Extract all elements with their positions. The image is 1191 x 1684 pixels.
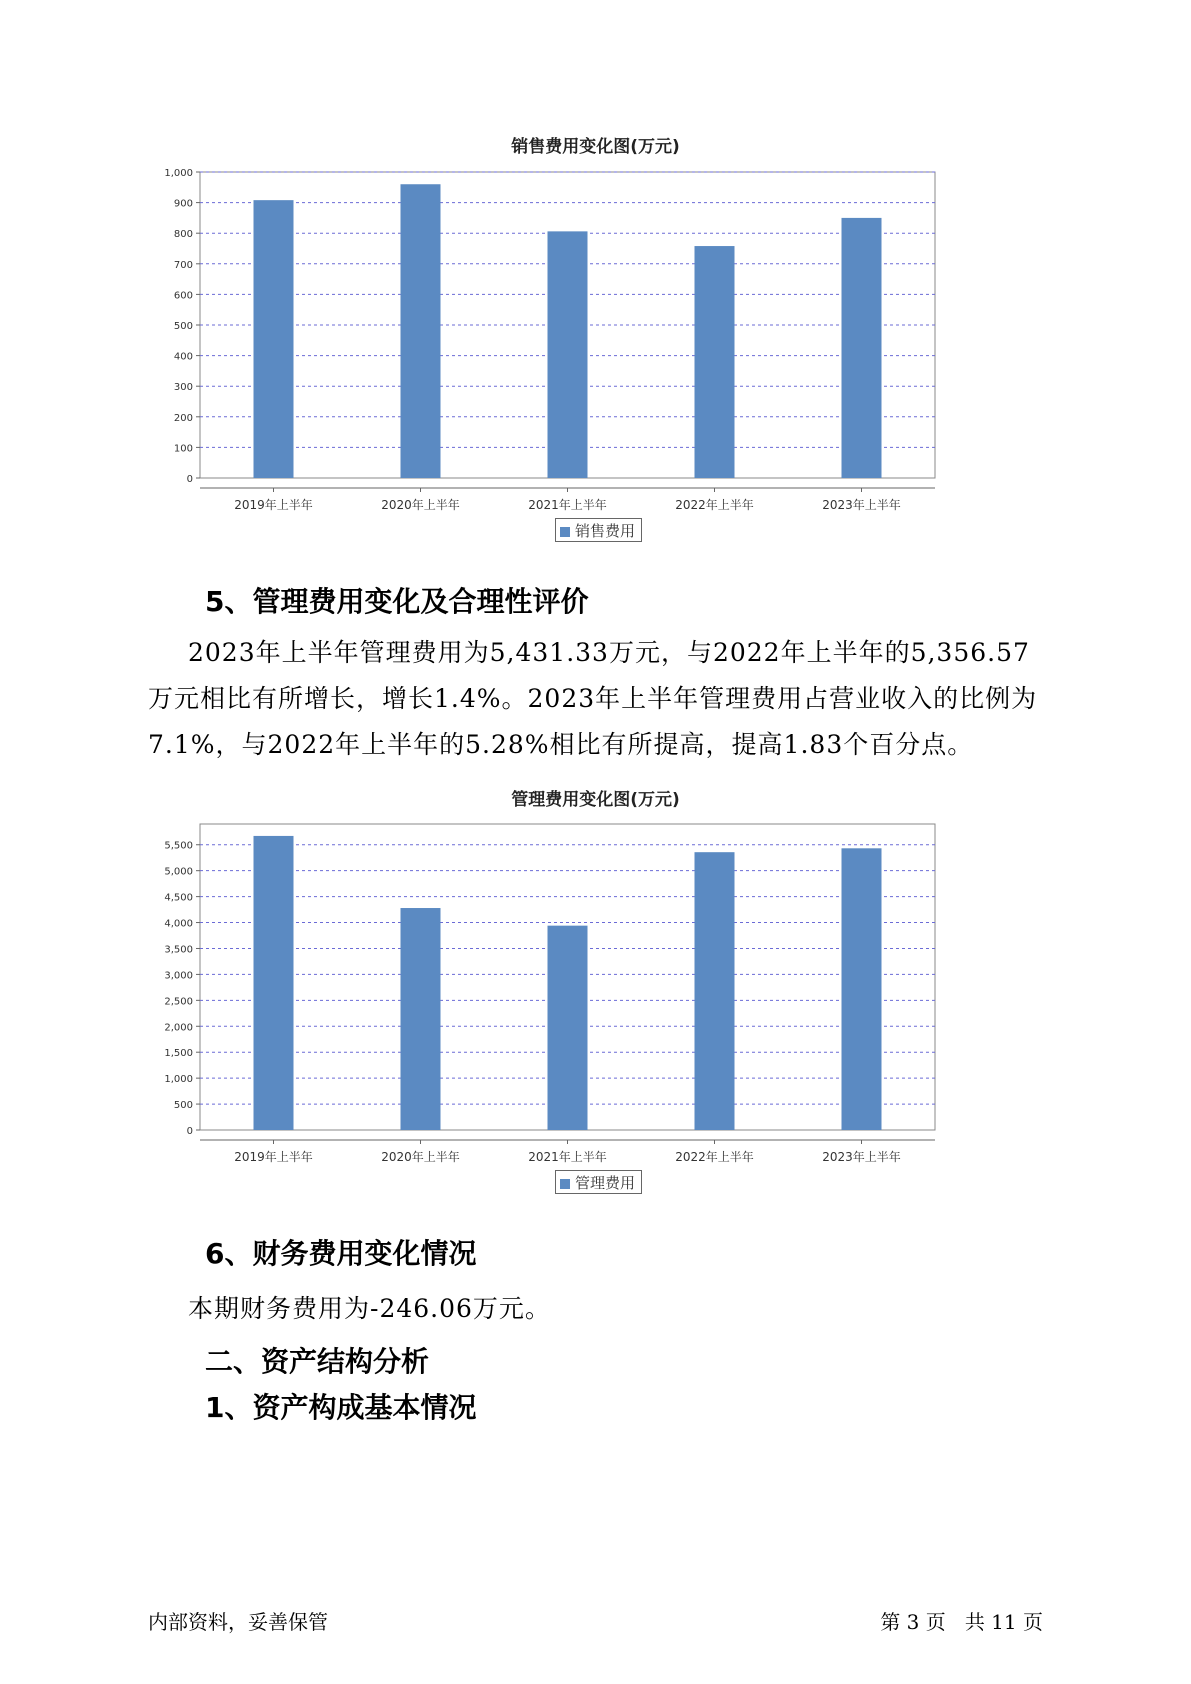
y-tick-label: 400 (173, 351, 193, 363)
y-tick-label: 1,000 (164, 168, 193, 179)
bar (842, 218, 882, 478)
y-tick-label: 200 (173, 412, 193, 424)
section-heading-asset-structure: 二、资产结构分析 (205, 1345, 430, 1378)
x-tick-label: 2019年上半年 (234, 1150, 313, 1164)
bar (548, 231, 588, 478)
y-tick-label: 1,000 (164, 1074, 193, 1086)
y-tick-label: 800 (173, 229, 193, 241)
y-tick-label: 700 (173, 259, 193, 271)
section-heading-5: 5、管理费用变化及合理性评价 (205, 585, 589, 618)
chart-legend-admin (555, 1170, 642, 1194)
y-tick-label: 0 (186, 1126, 193, 1137)
bar (695, 246, 735, 478)
y-tick-label: 900 (173, 198, 193, 210)
x-tick-label: 2022年上半年 (675, 1150, 754, 1164)
bar (695, 852, 735, 1130)
footer-confidential: 内部资料，妥善保管 (148, 1610, 328, 1634)
x-tick-label: 2021年上半年 (528, 498, 607, 512)
legend-swatch (560, 527, 570, 537)
section5-paragraph: 2023年上半年管理费用为5,431.33万元，与2022年上半年的5,356.57万元相比有所增长，增长1.4%。2023年上半年管理费用占营业收入的比例为7.1%，与2022年上半年的5.28%相比有所提高，提高1.83个百分点。 (148, 638, 1038, 759)
x-tick-label: 2020年上半年 (381, 1150, 460, 1164)
y-tick-label: 600 (173, 290, 193, 302)
footer-page-number: 第 3 页 共 11 页 (880, 1610, 1043, 1634)
bar (548, 926, 588, 1130)
bar (842, 848, 882, 1130)
x-tick-label: 2019年上半年 (234, 498, 313, 512)
section-heading-asset-composition: 1、资产构成基本情况 (205, 1391, 477, 1424)
legend-label: 销售费用 (575, 522, 636, 540)
bar (401, 184, 441, 478)
y-tick-label: 5,500 (164, 840, 193, 852)
x-tick-label: 2020年上半年 (381, 498, 460, 512)
y-tick-label: 3,500 (164, 944, 193, 956)
y-tick-label: 4,000 (164, 918, 193, 930)
bar (254, 836, 294, 1130)
y-tick-label: 0 (186, 474, 193, 485)
chart-title-admin: 管理费用变化图(万元) (511, 790, 680, 810)
y-tick-label: 300 (173, 382, 193, 394)
y-tick-label: 500 (173, 1100, 193, 1112)
chart-legend-sales (555, 518, 642, 542)
bar (254, 200, 294, 478)
y-tick-label: 100 (173, 443, 193, 455)
x-tick-label: 2023年上半年 (822, 1150, 901, 1164)
section6-paragraph: 本期财务费用为-246.06万元。 (188, 1294, 551, 1323)
admin-expense-bar-chart (150, 812, 1030, 1172)
x-tick-label: 2022年上半年 (675, 498, 754, 512)
section-heading-6: 6、财务费用变化情况 (205, 1237, 477, 1270)
legend-label: 管理费用 (575, 1174, 636, 1192)
y-tick-label: 2,500 (164, 996, 193, 1008)
y-tick-label: 2,000 (164, 1022, 193, 1034)
x-tick-label: 2023年上半年 (822, 498, 901, 512)
y-tick-label: 4,500 (164, 892, 193, 904)
bar (401, 908, 441, 1130)
x-tick-label: 2021年上半年 (528, 1150, 607, 1164)
sales-expense-bar-chart (150, 160, 1030, 520)
y-tick-label: 3,000 (164, 970, 193, 982)
chart-title-sales: 销售费用变化图(万元) (511, 137, 680, 157)
legend-swatch (560, 1179, 570, 1189)
y-tick-label: 1,500 (164, 1048, 193, 1060)
y-tick-label: 500 (173, 321, 193, 332)
y-tick-label: 5,000 (164, 866, 193, 878)
